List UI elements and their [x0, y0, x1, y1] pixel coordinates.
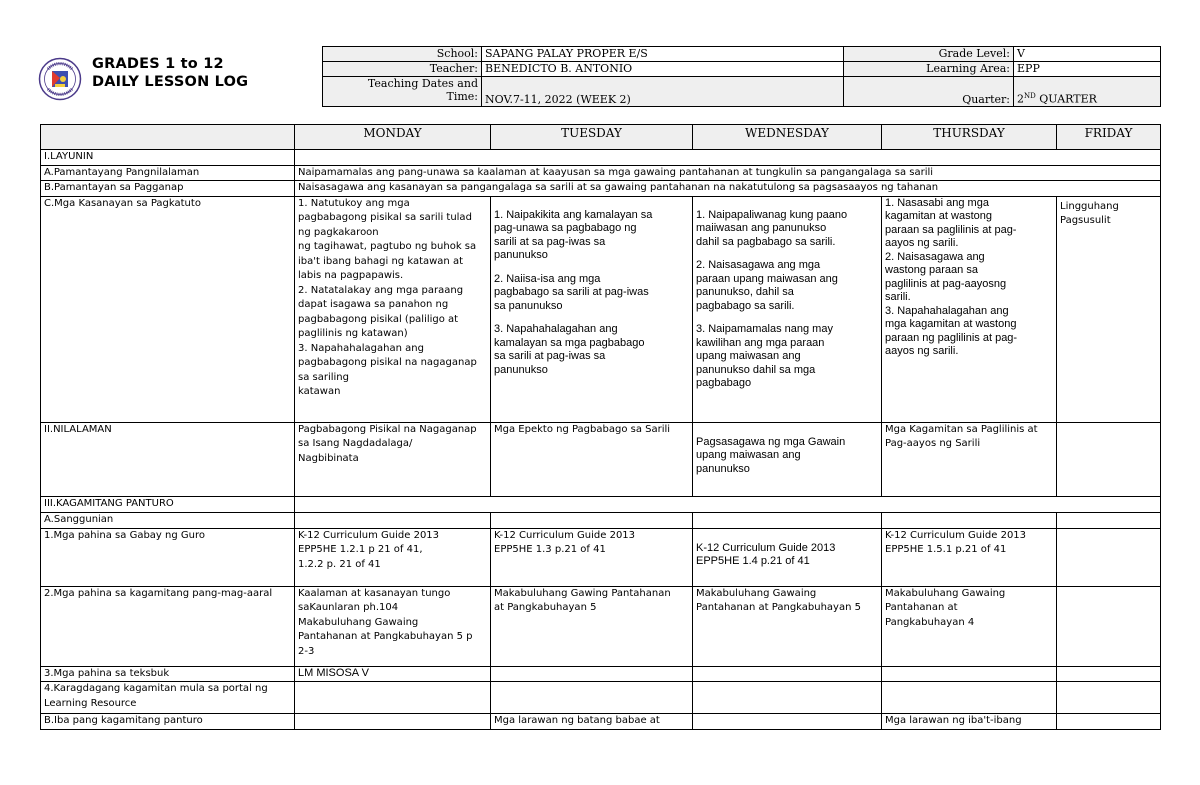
kasanayan-thu-line: paglilinis at pag-aayosng — [885, 277, 1007, 290]
teacher-value: BENEDICTO B. ANTONIO — [482, 62, 844, 77]
kasanayan-wed-line: 3. Naipamamalas nang may — [696, 323, 833, 335]
guro-mon-line: K-12 Curriculum Guide 2013 — [298, 529, 440, 541]
iba-pang-kagamitan-label: B.Iba pang kagamitang panturo — [41, 714, 295, 730]
kasanayan-label: C.Mga Kasanayan sa Pagkatuto — [41, 196, 295, 422]
kasanayan-wed-line: pagbabago sa sarili. — [696, 299, 795, 312]
kasanayan-thu-line: mga kagamitan at wastong — [885, 318, 1017, 330]
kasanayan-fri-line: Pagsusulit — [1060, 215, 1111, 226]
teaching-dates-label-line-2: Time: — [446, 90, 478, 103]
kasanayan-mon-line: 3. Napahahalagahan ang — [298, 342, 424, 354]
sanggunian-tuesday — [491, 512, 693, 528]
guro-tue-line: K-12 Curriculum Guide 2013 — [494, 529, 636, 541]
header-info-table — [322, 46, 1161, 107]
kasanayan-thu-line: wastong paraan sa — [885, 264, 978, 276]
iba-monday — [295, 714, 491, 730]
kasanayan-thu-line: sarili. — [885, 291, 911, 303]
pangnilalaman-content: Naipamamalas ang pang-unawa sa kaalaman at kaayusan sa mga gawaing pantahanan at tungkulin sa pangangalaga sa sarili — [295, 165, 1161, 181]
kasanayan-tue-line: 3. Napahahalagahan ang — [494, 323, 618, 335]
sanggunian-thursday — [882, 512, 1057, 528]
guro-tue-line: EPP5HE 1.3 p.21 of 41 — [494, 544, 606, 555]
kagamitan-row — [41, 496, 1161, 512]
kasanayan-wed-line: 2. Naisasagawa ang mga — [696, 259, 821, 271]
gabay-guro-wednesday — [693, 528, 882, 586]
mag-aaral-row — [41, 586, 1161, 666]
iba-pang-kagamitan-row — [41, 714, 1161, 730]
day-monday: MONDAY — [295, 125, 491, 150]
kasanayan-tue-line: panunukso — [494, 249, 548, 261]
nilalaman-label: II.NILALAMAN — [41, 422, 295, 496]
kasanayan-mon-line: pagbabagong pisikal (paliligo at — [298, 313, 459, 325]
kasanayan-wed-line: pagbabago — [696, 377, 752, 389]
kasanayan-tue-line: 2. Naiisa-isa ang mga — [494, 272, 601, 285]
kasanayan-tue-line: sa panunukso — [494, 299, 563, 312]
learning-area-value: EPP — [1014, 62, 1161, 77]
school-label: School: — [323, 47, 482, 62]
kasanayan-thu-line: paraan ng paglilinis at pag- — [885, 331, 1018, 344]
kagamitan-label: III.KAGAMITANG PANTURO — [41, 496, 295, 512]
kasanayan-wed-line: 1. Naipapaliwanag kung paano — [696, 208, 848, 221]
layunin-row — [41, 150, 1161, 166]
mag-aaral-thursday — [882, 586, 1057, 666]
kasanayan-row — [41, 196, 1161, 422]
magaaral-tue-line: Makabuluhang Gawing Pantahanan — [494, 587, 671, 599]
portal-friday — [1057, 682, 1161, 714]
nilalaman-mon-line: Nagbibinata — [298, 452, 359, 464]
nilalaman-mon-line: sa Isang Nagdadalaga/ — [298, 438, 413, 449]
sanggunian-row — [41, 512, 1161, 528]
nilalaman-mon-line: Pagbabagong Pisikal na Nagaganap — [298, 423, 477, 435]
magaaral-thu-line: Pangkabuhayan 4 — [885, 616, 975, 628]
teaching-dates-value: NOV.7-11, 2022 (WEEK 2) — [482, 77, 844, 107]
kasanayan-thu-line: 1. Nasasabi ang mga — [885, 196, 989, 209]
day-header-row — [41, 125, 1161, 150]
magaaral-thu-line: Pantahanan at — [885, 602, 958, 613]
iba-friday — [1057, 714, 1161, 730]
guro-wed-line: EPP5HE 1.4 p.21 of 41 — [696, 555, 810, 567]
kasanayan-tue-line: pagbabago sa sarili at pag-iwas — [494, 286, 649, 298]
teksbuk-monday: LM MISOSA V — [295, 666, 491, 682]
lesson-log-table — [40, 124, 1161, 730]
learning-area-label: Learning Area: — [844, 62, 1014, 77]
school-value: SAPANG PALAY PROPER E/S — [482, 47, 844, 62]
kasanayan-mon-line: pagbabagong pisikal na nagaganap — [298, 357, 477, 368]
guro-thu-line: K-12 Curriculum Guide 2013 — [885, 529, 1027, 541]
nilalaman-wed-line: upang maiwasan ang — [696, 449, 801, 461]
quarter-label: Quarter: — [844, 77, 1014, 107]
teaching-dates-label-line-1: Teaching Dates and — [367, 77, 478, 90]
kasanayan-mon-line: 1. Natutukoy ang mga — [298, 197, 410, 209]
kasanayan-wednesday — [693, 196, 882, 422]
kasanayan-thu-line: paraan sa paglilinis at pag- — [885, 223, 1017, 236]
sanggunian-wednesday — [693, 512, 882, 528]
pagganap-content: Naisasagawa ang kasanayan sa pangangalaga sa sarili at sa gawaing pantahanan na nakatutulong sa pagsasaayos ng tahanan — [295, 181, 1161, 197]
mag-aaral-friday — [1057, 586, 1161, 666]
teksbuk-friday — [1057, 666, 1161, 682]
kasanayan-mon-line: labis na pagpapawis. — [298, 270, 404, 281]
guro-mon-line: EPP5HE 1.2.1 p 21 of 41, — [298, 544, 423, 555]
kasanayan-mon-line: dapat isagawa sa panahon ng — [298, 299, 449, 310]
kasanayan-mon-line: 2. Natatalakay ang mga paraang — [298, 284, 464, 296]
sanggunian-label: A.Sanggunian — [41, 512, 295, 528]
kasanayan-mon-line: iba't ibang bahagi ng katawan at — [298, 255, 463, 267]
nilalaman-tue-line: Mga Epekto ng Pagbabago sa Sarili — [494, 423, 671, 435]
kasanayan-mon-line: ng tagihawat, pagtubo ng buhok sa — [298, 241, 477, 252]
day-tuesday: TUESDAY — [491, 125, 693, 150]
kasanayan-tue-line: kamalayan sa mga pagbabago — [494, 336, 645, 349]
layunin-content — [295, 150, 1161, 166]
grade-level-value: V — [1014, 47, 1161, 62]
document-title — [92, 55, 248, 91]
kasanayan-wed-line: upang maiwasan ang — [696, 350, 801, 362]
sanggunian-monday — [295, 512, 491, 528]
kasanayan-wed-line: paraan upang maiwasan ang — [696, 272, 838, 285]
kagamitan-content — [295, 496, 1161, 512]
gabay-guro-monday — [295, 528, 491, 586]
kasanayan-thu-line: kagamitan at wastong — [885, 210, 993, 222]
nilalaman-row — [41, 422, 1161, 496]
teksbuk-label: 3.Mga pahina sa teksbuk — [41, 666, 295, 682]
nilalaman-friday — [1057, 422, 1161, 496]
quarter-text: QUARTER — [1035, 93, 1097, 106]
grade-level-label: Grade Level: — [844, 47, 1014, 62]
kasanayan-mon-line: pagbabagong pisikal sa sarili tulad — [298, 212, 472, 223]
guro-mon-line: 1.2.2 p. 21 of 41 — [298, 558, 381, 570]
mag-aaral-label: 2.Mga pahina sa kagamitang pang-mag-aaral — [41, 586, 295, 666]
iba-wednesday — [693, 714, 882, 730]
portal-tuesday — [491, 682, 693, 714]
quarter-suffix: ND — [1024, 92, 1036, 101]
kasanayan-thu-line: 3. Napahahalagahan ang — [885, 304, 1009, 317]
magaaral-wed-line: Pantahanan at Pangkabuhayan 5 — [696, 602, 861, 613]
portal-label-line-1: 4.Karagdagang kagamitan mula sa portal ng — [44, 683, 268, 694]
magaaral-mon-line: Pantahanan at Pangkabuhayan 5 p — [298, 631, 473, 642]
teksbuk-tuesday — [491, 666, 693, 682]
iba-thursday: Mga larawan ng iba't-ibang — [882, 714, 1057, 730]
pangnilalaman-row — [41, 165, 1161, 181]
kasanayan-wed-line: kawilihan ang mga paraan — [696, 336, 825, 349]
nilalaman-thu-line: Mga Kagamitan sa Paglilinis at — [885, 423, 1038, 435]
kasanayan-friday — [1057, 196, 1161, 422]
kasanayan-thu-line: aayos ng sarili. — [885, 345, 959, 357]
magaaral-mon-line: saKaunlaran ph.104 — [298, 602, 399, 613]
nilalaman-wed-line: panunukso — [696, 462, 750, 475]
magaaral-thu-line: Makabuluhang Gawaing — [885, 587, 1006, 599]
quarter-number: 2 — [1017, 93, 1025, 106]
pangnilalaman-label: A.Pamantayang Pangnilalaman — [41, 165, 295, 181]
blank-header-cell — [41, 125, 295, 150]
quarter-value — [1014, 77, 1161, 107]
magaaral-mon-line: Makabuluhang Gawaing — [298, 616, 419, 628]
kasanayan-thu-line: aayos ng sarili. — [885, 237, 959, 249]
kasanayan-thursday — [882, 196, 1057, 422]
layunin-label: I.LAYUNIN — [41, 150, 295, 166]
kasanayan-wed-line: panunukso, dahil sa — [696, 286, 794, 298]
day-friday: FRIDAY — [1057, 125, 1161, 150]
gabay-guro-friday — [1057, 528, 1161, 586]
pagganap-row — [41, 181, 1161, 197]
kasanayan-fri-line: Lingguhang — [1060, 200, 1119, 212]
kasanayan-wed-line: maiiwasan ang panunukso — [696, 222, 827, 234]
kasanayan-tue-line: panunukso — [494, 363, 548, 376]
kasanayan-wed-line: panunukso dahil sa mga — [696, 363, 816, 376]
kasanayan-tue-line: sarili at sa pag-iwas sa — [494, 235, 606, 248]
mag-aaral-wednesday — [693, 586, 882, 666]
gabay-guro-tuesday — [491, 528, 693, 586]
teaching-dates-label — [323, 77, 482, 107]
nilalaman-wednesday — [693, 422, 882, 496]
kasanayan-tue-line: sa sarili at pag-iwas sa — [494, 350, 606, 362]
kasanayan-mon-line: paglilinis ng katawan) — [298, 328, 408, 339]
teksbuk-row — [41, 666, 1161, 682]
sanggunian-friday — [1057, 512, 1161, 528]
teacher-label: Teacher: — [323, 62, 482, 77]
magaaral-wed-line: Makabuluhang Gawaing — [696, 587, 817, 599]
magaaral-mon-line: 2-3 — [298, 645, 315, 657]
portal-row — [41, 682, 1161, 714]
pagganap-label: B.Pamantayan sa Pagganap — [41, 181, 295, 197]
nilalaman-thursday — [882, 422, 1057, 496]
kasanayan-mon-line: sa sariling — [298, 371, 349, 383]
portal-thursday — [882, 682, 1057, 714]
kasanayan-mon-line: katawan — [298, 386, 341, 397]
nilalaman-monday — [295, 422, 491, 496]
iba-tuesday: Mga larawan ng batang babae at — [491, 714, 693, 730]
kasanayan-thu-line: 2. Naisasagawa ang — [885, 250, 985, 263]
magaaral-mon-line: Kaalaman at kasanayan tungo — [298, 587, 451, 599]
day-wednesday: WEDNESDAY — [693, 125, 882, 150]
day-thursday: THURSDAY — [882, 125, 1057, 150]
guro-wed-line: K-12 Curriculum Guide 2013 — [696, 541, 836, 554]
kasanayan-monday — [295, 196, 491, 422]
teksbuk-wednesday — [693, 666, 882, 682]
portal-wednesday — [693, 682, 882, 714]
kasanayan-tue-line: 1. Naipakikita ang kamalayan sa — [494, 208, 653, 221]
magaaral-tue-line: at Pangkabuhayan 5 — [494, 602, 597, 613]
teksbuk-thursday — [882, 666, 1057, 682]
kasanayan-tue-line: pag-unawa sa pagbabago ng — [494, 222, 637, 234]
gabay-guro-label: 1.Mga pahina sa Gabay ng Guro — [41, 528, 295, 586]
title-line-2: DAILY LESSON LOG — [92, 74, 249, 90]
gabay-guro-thursday — [882, 528, 1057, 586]
title-line-1: GRADES 1 to 12 — [92, 56, 224, 72]
nilalaman-thu-line: Pag-aayos ng Sarili — [885, 438, 981, 449]
mag-aaral-monday — [295, 586, 491, 666]
guro-thu-line: EPP5HE 1.5.1 p.21 of 41 — [885, 544, 1007, 555]
mag-aaral-tuesday — [491, 586, 693, 666]
portal-label — [41, 682, 295, 714]
deped-seal-logo — [38, 47, 82, 111]
kasanayan-tuesday — [491, 196, 693, 422]
gabay-guro-row — [41, 528, 1161, 586]
portal-monday — [295, 682, 491, 714]
kasanayan-wed-line: dahil sa pagbabago sa sarili. — [696, 235, 836, 248]
kasanayan-mon-line: ng pagkakaroon — [298, 226, 379, 238]
nilalaman-wed-line: Pagsasagawa ng mga Gawain — [696, 435, 846, 448]
portal-label-line-2: Learning Resource — [44, 697, 137, 709]
nilalaman-tuesday — [491, 422, 693, 496]
